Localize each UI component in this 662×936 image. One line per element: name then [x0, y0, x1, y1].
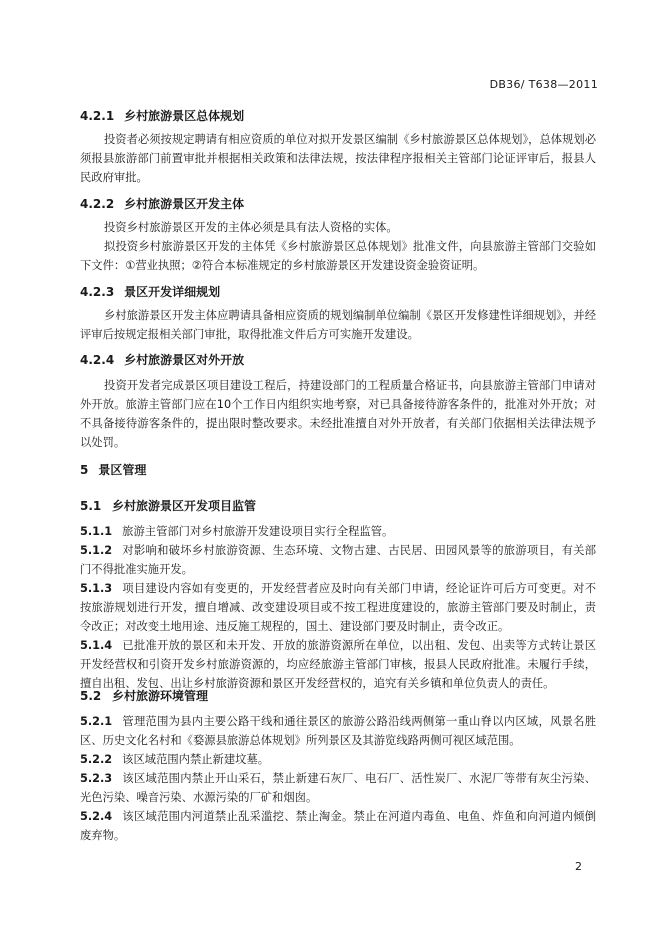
clause-number: 5.2.4 — [80, 810, 113, 823]
clause-5-2-1 — [80, 712, 596, 750]
clause-5-1-4 — [80, 636, 596, 693]
section-number: 4.2.4 — [80, 353, 115, 367]
section-heading — [80, 196, 596, 212]
chapter-5 — [80, 462, 596, 478]
clause-text: 该区域范围内禁止开山采石，禁止新建石灰厂、电石厂、活性炭厂、水泥厂等带有灰尘污染、光色污染、噪音污染、水源污染的厂矿和烟囱。 — [80, 772, 596, 804]
clause-5-1-3 — [80, 579, 596, 636]
section-title: 乡村旅游景区对外开放 — [124, 353, 245, 367]
section-5-1 — [80, 498, 596, 693]
clause-number: 5.2.3 — [80, 772, 113, 785]
paragraph: 乡村旅游景区开发主体应聘请具备相应资质的规划编制单位编制《景区开发修建性详细规划》，并经评审后按规定报相关部门审批，取得批准文件后方可实施开发建设。 — [80, 309, 596, 341]
section-heading — [80, 108, 596, 124]
clause-number: 5.2.2 — [80, 753, 113, 766]
clause-text: 该区域范围内河道禁止乱采滥挖、禁止淘金。禁止在河道内毒鱼、电鱼、炸鱼和向河道内倾倒废弃物。 — [80, 810, 596, 842]
section-5-2 — [80, 688, 596, 845]
section-heading — [80, 498, 596, 514]
paragraph: 拟投资乡村旅游景区开发的主体凭《乡村旅游景区总体规划》批准文件，向县旅游主管部门交验如下文件：①营业执照；②符合本标准规定的乡村旅游景区开发建设资金验资证明。 — [80, 240, 596, 272]
section-title: 乡村旅游景区总体规划 — [124, 109, 245, 123]
document-id: DB36/ T638—2011 — [489, 78, 598, 91]
clause-5-2-3 — [80, 769, 596, 807]
section-number: 4.2.2 — [80, 197, 115, 211]
section-4-2-3 — [80, 284, 596, 344]
clause-5-2-4 — [80, 807, 596, 845]
chapter-title: 景区管理 — [98, 463, 147, 477]
section-4-2-2 — [80, 196, 596, 275]
section-heading — [80, 352, 596, 368]
section-title: 乡村旅游景区开发项目监管 — [112, 499, 257, 513]
clause-text: 对影响和破坏乡村旅游资源、生态环境、文物古建、古民居、田园风景等的旅游项目，有关部门不得批准实施开发。 — [80, 544, 596, 576]
clause-number: 5.1.3 — [80, 582, 113, 595]
clause-5-1-1 — [80, 522, 596, 541]
clause-number: 5.1.4 — [80, 639, 113, 652]
clause-number: 5.1.1 — [80, 525, 113, 538]
paragraph: 投资开发者完成景区项目建设工程后，持建设部门的工程质量合格证书，向县旅游主管部门申请对外开放。旅游主管部门应在10个工作日内组织实地考察，对已具备接待游客条件的，批准对外开放；对不具备接待游客条件的，提出限时整改要求。未经批准擅自对外开放者，有关部门依据相关法律法规予以处罚。 — [80, 379, 596, 449]
section-heading — [80, 284, 596, 300]
clause-text: 旅游主管部门对乡村旅游开发建设项目实行全程监管。 — [122, 525, 394, 538]
section-4-2-1 — [80, 108, 596, 187]
section-title: 乡村旅游环境管理 — [112, 689, 209, 703]
page-number: 2 — [575, 860, 582, 873]
chapter-number: 5 — [80, 463, 89, 477]
section-title: 景区开发详细规划 — [124, 285, 221, 299]
section-number: 5.2 — [80, 689, 102, 703]
section-number: 4.2.3 — [80, 285, 115, 299]
clause-5-1-2 — [80, 541, 596, 579]
section-number: 5.1 — [80, 499, 102, 513]
clause-text: 该区域范围内禁止新建坟墓。 — [122, 753, 270, 766]
clause-text: 项目建设内容如有变更的，开发经营者应及时向有关部门申请，经论证许可后方可变更。对不按旅游规划进行开发，擅自增减、改变建设项目或不按工程进度建设的，旅游主管部门要及时制止，责令改正；对改变土地用途、违反施工规程的，国土、建设部门要及时制止，责令改正。 — [80, 582, 596, 633]
clause-number: 5.1.2 — [80, 544, 113, 557]
section-number: 4.2.1 — [80, 109, 115, 123]
clause-text: 已批准开放的景区和未开发、开放的旅游资源所在单位，以出租、发包、出卖等方式转让景区开发经营权和引资开发乡村旅游资源的，均应经旅游主管部门审核，报县人民政府批准。未履行手续，擅自出租、发包、出让乡村旅游资源和景区开发经营权的，追究有关乡镇和单位负责人的责任。 — [80, 639, 596, 690]
section-heading — [80, 688, 596, 704]
clause-number: 5.2.1 — [80, 715, 113, 728]
section-title: 乡村旅游景区开发主体 — [124, 197, 245, 211]
section-4-2-4 — [80, 352, 596, 452]
chapter-heading — [80, 462, 596, 478]
clause-5-2-2 — [80, 750, 596, 769]
clause-text: 管理范围为县内主要公路干线和通往景区的旅游公路沿线两侧第一重山脊以内区域，风景名胜区、历史文化名村和《婺源县旅游总体规划》所列景区及其游览线路两侧可视区域范围。 — [80, 715, 596, 747]
paragraph: 投资乡村旅游景区开发的主体必须是具有法人资格的实体。 — [104, 221, 398, 234]
paragraph: 投资者必须按规定聘请有相应资质的单位对拟开发景区编制《乡村旅游景区总体规划》，总体规划必须报县旅游部门前置审批并根据相关政策和法律法规，按法律程序报相关主管部门论证评审后，报县人民政府审批。 — [80, 133, 596, 184]
